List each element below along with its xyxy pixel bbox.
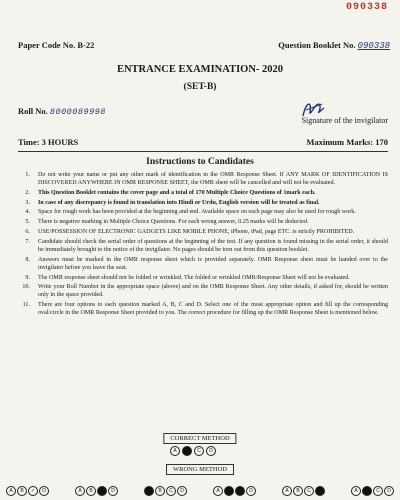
booklet-number-block bbox=[278, 40, 390, 51]
omr-bubble: B bbox=[86, 486, 96, 496]
exam-title: ENTRANCE EXAMINATION- 2020 bbox=[116, 64, 284, 75]
omr-bubble: D bbox=[384, 486, 394, 496]
omr-bubble: C bbox=[235, 486, 245, 496]
instructions-title: Instructions to Candidates bbox=[146, 157, 254, 167]
instruction-item: 1. Do not write your name or put any other mark of identification in the OMR Response Sheet. If ANY MARK OF IDENTIFICATION IS DISCOVERED ANYWHERE IN OMR RESPONSE SHEET, the OMR sheet will be cancelled and will not be evaluated. bbox=[25, 172, 388, 186]
omr-bubble: D bbox=[177, 486, 187, 496]
omr-bubble: C bbox=[373, 486, 383, 496]
omr-bubble-group bbox=[282, 486, 325, 496]
omr-bubble: D bbox=[108, 486, 118, 496]
omr-bubble: A bbox=[213, 486, 223, 496]
wrong-method-bubbles bbox=[6, 486, 394, 496]
instruction-item: 3. In case of any discrepancy is found in translation into Hindi or Urdu, English version will be treated as final. bbox=[25, 199, 320, 206]
serial-number: 090338 bbox=[345, 2, 388, 13]
omr-bubble-group bbox=[75, 486, 118, 496]
signature-label: Signature of the invigilator bbox=[301, 116, 388, 125]
omr-bubble-group bbox=[144, 486, 187, 496]
omr-bubble-group bbox=[6, 486, 49, 496]
instruction-item: 7. Candidate should check the serial order of questions at the beginning of the test. If any question is found missing in the serial order, it should be immediately brought to the notice of the invigilator. No pages should be torn out from this question booklet. bbox=[25, 239, 388, 253]
instruction-item: 9. The OMR response sheet should not be folded or wrinkled. The folded or wrinkled OMR/Response Sheet will not be evaluated. bbox=[25, 274, 350, 281]
omr-bubble: A bbox=[6, 486, 16, 496]
omr-bubble: A bbox=[144, 486, 154, 496]
omr-bubble: C bbox=[166, 486, 176, 496]
omr-bubble: D bbox=[39, 486, 49, 496]
omr-bubble: B bbox=[182, 446, 192, 456]
booklet-number: 090338 bbox=[357, 41, 390, 51]
omr-bubble: A bbox=[75, 486, 85, 496]
omr-bubble: D bbox=[246, 486, 256, 496]
omr-bubble: D bbox=[315, 486, 325, 496]
roll-number-block bbox=[18, 106, 106, 117]
omr-bubble: B bbox=[17, 486, 27, 496]
set-label: (SET-B) bbox=[183, 82, 217, 92]
omr-bubble: B bbox=[155, 486, 165, 496]
instruction-item: 11. There are four options to each question marked A, B, C and D. Select one of the most appropriate option and fill up the corresponding oval/circle in the OMR Response Sheet provided to you. The correct procedure for filling up the OMR Response Sheet is mentioned below. bbox=[22, 302, 388, 316]
omr-bubble-group bbox=[213, 486, 256, 496]
omr-bubble: C bbox=[304, 486, 314, 496]
omr-bubble: C bbox=[194, 446, 204, 456]
booklet-label: Question Booklet No. bbox=[278, 40, 356, 50]
header-row bbox=[18, 40, 390, 50]
paper-code-label: Paper Code No. bbox=[18, 40, 76, 50]
omr-bubble: A bbox=[351, 486, 361, 496]
omr-bubble: ✓ bbox=[28, 486, 38, 496]
max-marks-label: Maximum Marks: 170 bbox=[306, 137, 388, 147]
roll-label: Roll No. bbox=[18, 106, 48, 116]
time-label: Time: 3 HOURS bbox=[18, 137, 79, 147]
omr-bubble: B bbox=[224, 486, 234, 496]
wrong-method-label: WRONG METHOD bbox=[166, 464, 234, 475]
roll-number: 8000089998 bbox=[49, 107, 106, 117]
divider bbox=[18, 151, 388, 152]
instruction-item: 8. Answers must be marked in the OMR response sheet which is provided separately. OMR Response sheet must be handed over to the invigilator before you leave the seat. bbox=[25, 256, 388, 271]
omr-bubble: C bbox=[97, 486, 107, 496]
correct-method-bubbles bbox=[170, 446, 216, 456]
omr-bubble: A bbox=[282, 486, 292, 496]
paper-code: B-22 bbox=[77, 40, 95, 50]
instruction-item: 10. Write your Roll Number in the appropriate space (above) and on the OMR Response Sheet. Any other details, if asked for, should be written only in the space provided. bbox=[22, 284, 388, 299]
correct-method-label: CORRECT METHOD bbox=[163, 433, 236, 444]
instructions-list bbox=[14, 172, 388, 320]
omr-bubble: A bbox=[170, 446, 180, 456]
instruction-item: 5. There is negative marking in Multiple Choice Questions. For each wrong answer, 0.25 marks will be deducted. bbox=[25, 219, 309, 226]
omr-bubble: B bbox=[362, 486, 372, 496]
instruction-item: 6. USE/POSSESSION OF ELECTRONIC GADGETS LIKE MOBILE PHONE, iPhone, iPad, page ETC. is strictly PROHIBITED. bbox=[25, 229, 355, 236]
instruction-item: 4. Space for rough work has been provided at the beginning and end. Available space on each page may also be used for rough work. bbox=[25, 209, 356, 216]
instruction-item: 2. This Question Booklet contains the cover page and a total of 170 Multiple Choice Questions of 1mark each. bbox=[25, 189, 316, 196]
omr-bubble: D bbox=[206, 446, 216, 456]
omr-bubble: B bbox=[293, 486, 303, 496]
omr-bubble-group bbox=[351, 486, 394, 496]
